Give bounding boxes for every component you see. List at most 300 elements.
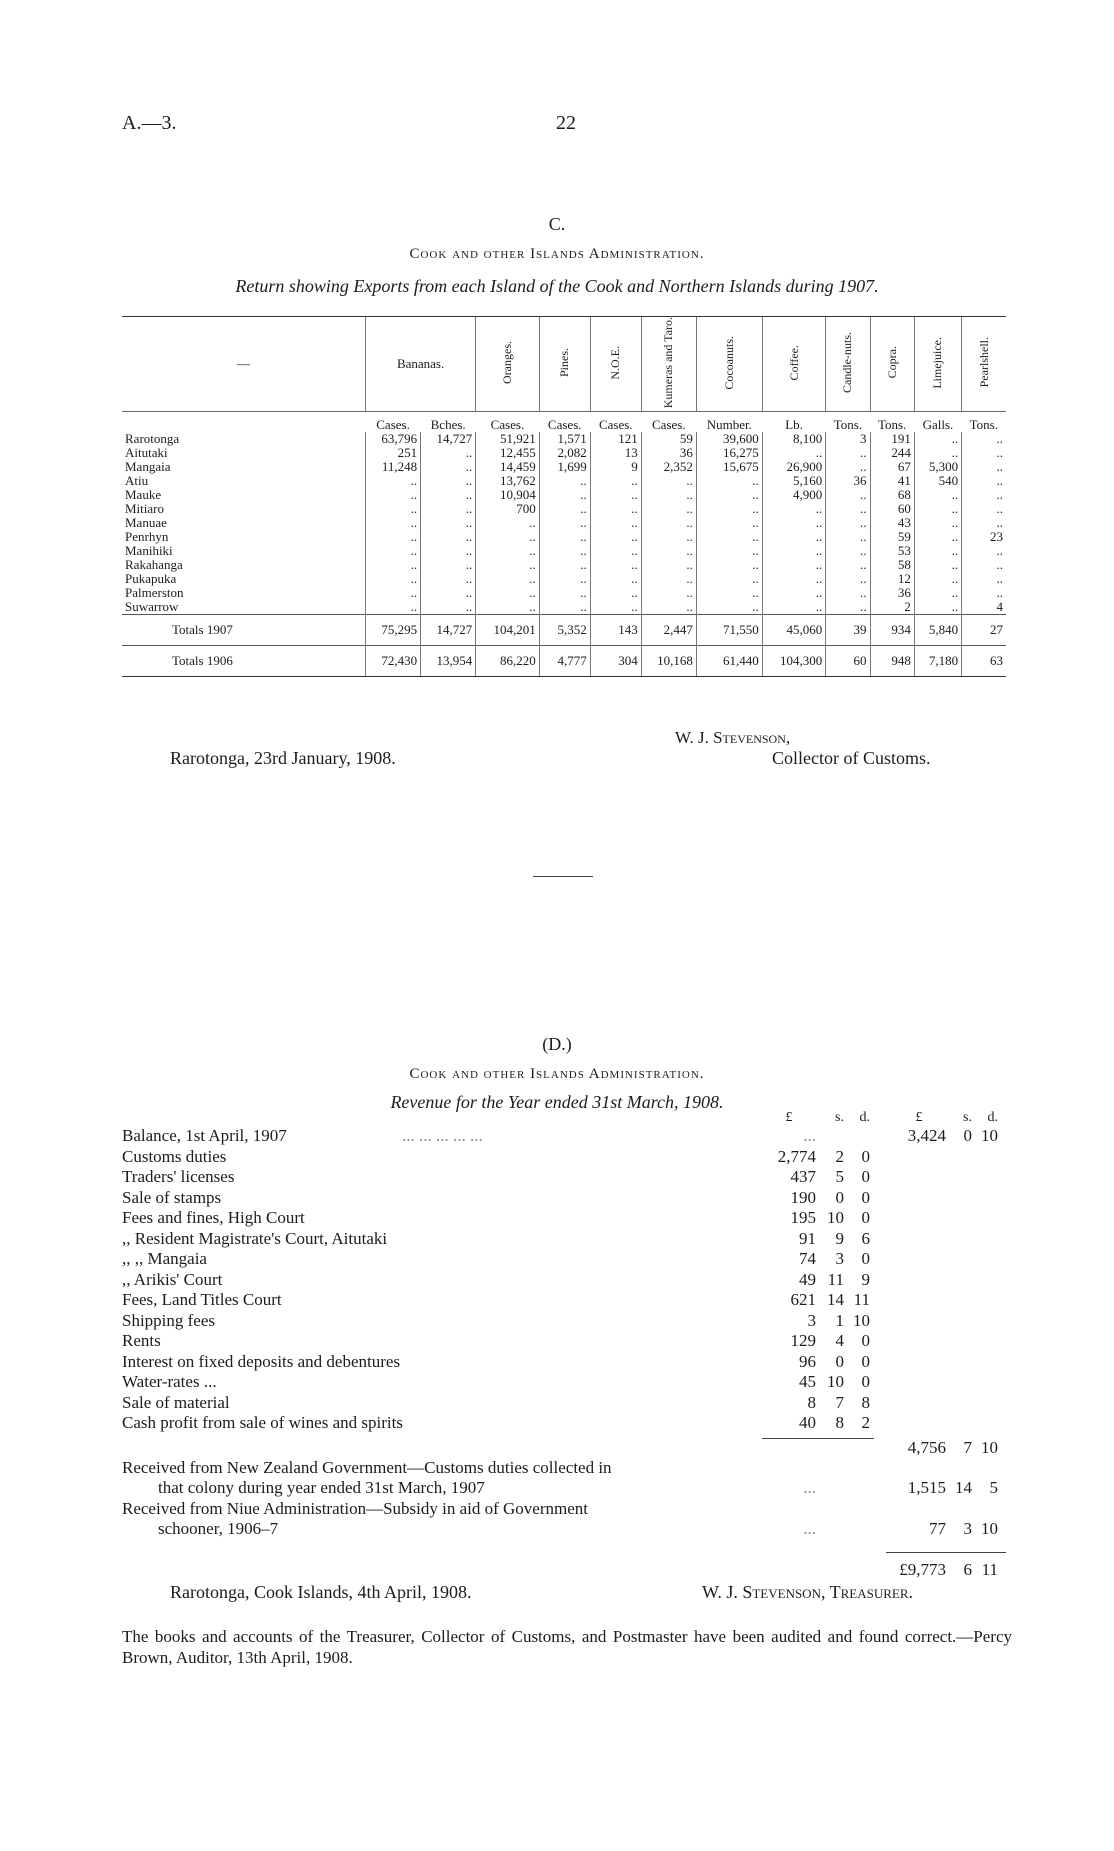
revenue-item-row <box>122 1311 1012 1332</box>
export-value-cell: .. <box>696 572 762 586</box>
export-value-cell: 4 <box>962 600 1006 615</box>
revenue-total-row <box>122 1540 1012 1582</box>
niue-line-2 <box>122 1519 1012 1540</box>
export-value-cell: .. <box>539 530 590 544</box>
revenue-item-pounds: 8 <box>807 1392 816 1412</box>
niue-label-1: Received from Niue Administration—Subsidy in aid of Government <box>122 1498 589 1518</box>
export-value-cell: .. <box>762 502 825 516</box>
totals-value-cell: 5,352 <box>539 615 590 646</box>
export-value-cell: .. <box>762 446 825 460</box>
col-shillings-2: s. <box>963 1110 972 1125</box>
export-value-cell: 4,900 <box>762 488 825 502</box>
niue-line-1 <box>122 1499 1012 1520</box>
subtotal-pence: 10 <box>981 1437 998 1457</box>
export-value-cell: .. <box>962 432 1006 446</box>
balance-label: Balance, 1st April, 1907 <box>122 1126 287 1145</box>
col-shillings-1: s. <box>835 1110 844 1125</box>
totals-value-cell: 39 <box>826 615 870 646</box>
export-value-cell: 10,904 <box>476 488 539 502</box>
island-name: Mauke <box>125 487 162 503</box>
revenue-statement <box>122 1110 1012 1582</box>
col-header-pines: Pines. <box>539 317 590 412</box>
export-value-cell: .. <box>914 558 961 572</box>
export-value-cell: .. <box>914 600 961 615</box>
revenue-item-label: Fees, Land Titles Court <box>122 1290 282 1309</box>
export-value-cell: 58 <box>870 558 914 572</box>
island-row <box>122 516 1006 530</box>
export-value-cell: .. <box>539 474 590 488</box>
export-value-cell: .. <box>590 502 641 516</box>
revenue-item-label: Shipping fees <box>122 1310 216 1330</box>
col-header-pearlshell: Pearlshell. <box>962 317 1006 412</box>
export-value-cell: .. <box>366 474 421 488</box>
totals-row <box>122 646 1006 677</box>
export-value-cell: 59 <box>641 432 696 446</box>
total-pounds: £9,773 <box>899 1559 946 1579</box>
island-row <box>122 488 1006 502</box>
section-d-letter: (D.) <box>542 1034 572 1054</box>
section-d-place-date: Rarotonga, Cook Islands, 4th April, 1908. <box>170 1582 472 1602</box>
unit-cell: Cases. <box>376 417 410 433</box>
revenue-item-row <box>122 1147 1012 1168</box>
revenue-item-label: ,, Arikis' Court <box>122 1269 223 1289</box>
export-value-cell: 36 <box>826 474 870 488</box>
island-row <box>122 432 1006 446</box>
section-c-place-date: Rarotonga, 23rd January, 1908. <box>170 748 396 768</box>
totals-label: Totals 1906 <box>122 646 366 677</box>
col-header-kumeras: Kumeras and Taro. <box>641 317 696 412</box>
export-value-cell: 5,160 <box>762 474 825 488</box>
totals-value-cell: 75,295 <box>366 615 421 646</box>
revenue-item-shillings: 14 <box>827 1290 844 1309</box>
export-value-cell: .. <box>539 544 590 558</box>
export-value-cell: 11,248 <box>366 460 421 474</box>
revenue-item-pence: 0 <box>861 1146 870 1166</box>
revenue-item-shillings: 9 <box>835 1228 844 1248</box>
export-value-cell: 13 <box>590 446 641 460</box>
subtotal-pounds: 4,756 <box>907 1437 946 1457</box>
revenue-item-label: Water-rates ... <box>122 1372 217 1391</box>
export-value-cell: .. <box>962 544 1006 558</box>
export-value-cell: .. <box>590 586 641 600</box>
export-value-cell: .. <box>641 488 696 502</box>
totals-value-cell: 143 <box>590 615 641 646</box>
export-value-cell: .. <box>476 516 539 530</box>
export-value-cell: .. <box>539 502 590 516</box>
island-row <box>122 530 1006 544</box>
nz-label-2: that colony during year ended 31st March, 1907 <box>158 1478 485 1497</box>
revenue-item-pence: 8 <box>861 1392 870 1412</box>
totals-value-cell: 2,447 <box>641 615 696 646</box>
revenue-item-pounds: 129 <box>790 1331 816 1350</box>
revenue-item-pounds: 45 <box>799 1372 816 1391</box>
export-value-cell: .. <box>826 488 870 502</box>
exports-table <box>122 316 1006 677</box>
export-value-cell: .. <box>366 488 421 502</box>
export-value-cell: .. <box>421 530 476 544</box>
export-value-cell: .. <box>696 544 762 558</box>
total-shillings: 6 <box>963 1559 972 1579</box>
export-value-cell: .. <box>962 474 1006 488</box>
export-value-cell: .. <box>421 516 476 530</box>
export-value-cell: 51,921 <box>476 432 539 446</box>
revenue-item-row <box>122 1270 1012 1291</box>
revenue-item-label: Fees and fines, High Court <box>122 1208 305 1227</box>
export-value-cell: .. <box>696 474 762 488</box>
export-value-cell: .. <box>539 516 590 530</box>
revenue-item-pounds: 74 <box>799 1249 816 1268</box>
revenue-item-pence: 10 <box>853 1310 870 1330</box>
export-value-cell: .. <box>641 558 696 572</box>
revenue-item-row <box>122 1331 1012 1352</box>
revenue-item-shillings: 0 <box>835 1187 844 1207</box>
export-value-cell: .. <box>590 516 641 530</box>
export-value-cell: .. <box>366 544 421 558</box>
export-value-cell: .. <box>539 488 590 502</box>
export-value-cell: .. <box>590 544 641 558</box>
revenue-item-row <box>122 1372 1012 1393</box>
nz-shillings: 14 <box>955 1478 972 1497</box>
section-c-subtitle: Return showing Exports from each Island of the Cook and Northern Islands during 1907. <box>235 276 879 296</box>
revenue-balance-row <box>122 1126 1012 1147</box>
revenue-item-label: Sale of stamps <box>122 1187 222 1207</box>
export-value-cell: 36 <box>870 586 914 600</box>
island-name: Rarotonga <box>125 431 180 447</box>
export-value-cell: .. <box>962 572 1006 586</box>
export-value-cell: 53 <box>870 544 914 558</box>
export-value-cell: .. <box>914 516 961 530</box>
revenue-item-row <box>122 1208 1012 1229</box>
export-value-cell: 39,600 <box>696 432 762 446</box>
page-reference: A.—3. <box>122 112 177 134</box>
section-d-signatory: W. J. Stevenson, Treasurer. <box>702 1582 914 1602</box>
revenue-items <box>122 1147 1012 1434</box>
revenue-item-row <box>122 1229 1012 1250</box>
export-value-cell: .. <box>590 488 641 502</box>
totals-value-cell: 948 <box>870 646 914 677</box>
export-value-cell: .. <box>762 586 825 600</box>
export-value-cell: 67 <box>870 460 914 474</box>
export-value-cell: .. <box>366 572 421 586</box>
export-value-cell: .. <box>421 558 476 572</box>
export-value-cell: .. <box>762 572 825 586</box>
export-value-cell: .. <box>590 572 641 586</box>
export-value-cell: .. <box>762 544 825 558</box>
totals-value-cell: 13,954 <box>421 646 476 677</box>
revenue-item-shillings: 4 <box>835 1331 844 1350</box>
export-value-cell: .. <box>826 460 870 474</box>
export-value-cell: 23 <box>962 530 1006 544</box>
export-value-cell: 3 <box>826 432 870 446</box>
export-value-cell: .. <box>826 544 870 558</box>
export-value-cell: .. <box>590 474 641 488</box>
unit-cell: Cases. <box>547 417 582 433</box>
totals-label: Totals 1907 <box>122 615 366 646</box>
revenue-item-pence: 6 <box>861 1228 870 1248</box>
export-value-cell: .. <box>641 474 696 488</box>
nz-pounds: 1,515 <box>907 1478 946 1497</box>
revenue-item-label: Cash profit from sale of wines and spirits <box>122 1413 403 1432</box>
totals-value-cell: 72,430 <box>366 646 421 677</box>
unit-cell: Tons. <box>969 417 998 433</box>
export-value-cell: 36 <box>641 446 696 460</box>
revenue-item-pounds: 3 <box>807 1310 816 1330</box>
unit-cell: Bches. <box>430 417 466 433</box>
export-value-cell: .. <box>962 446 1006 460</box>
revenue-item-pounds: 49 <box>799 1269 816 1289</box>
export-value-cell: 9 <box>590 460 641 474</box>
nz-label-1: Received from New Zealand Government—Customs duties collected in <box>122 1457 612 1477</box>
export-value-cell: .. <box>641 544 696 558</box>
niue-mid-dots: ... <box>803 1519 816 1538</box>
export-value-cell: .. <box>914 446 961 460</box>
export-value-cell: .. <box>421 460 476 474</box>
niue-pounds: 77 <box>929 1519 946 1538</box>
unit-cell: Cases. <box>598 417 633 433</box>
revenue-item-row <box>122 1352 1012 1373</box>
nz-line-2 <box>122 1478 1012 1499</box>
totals-value-cell: 5,840 <box>914 615 961 646</box>
revenue-item-label: Customs duties <box>122 1146 227 1166</box>
totals-value-cell: 60 <box>826 646 870 677</box>
export-value-cell: .. <box>696 558 762 572</box>
totals-row <box>122 615 1006 646</box>
export-value-cell: .. <box>421 600 476 615</box>
units-blank <box>122 412 366 433</box>
export-value-cell: .. <box>366 558 421 572</box>
island-name: Pukapuka <box>125 571 177 587</box>
revenue-item-shillings: 10 <box>827 1372 844 1391</box>
island-name: Aitutaki <box>125 445 168 461</box>
revenue-item-pounds: 195 <box>790 1208 816 1227</box>
export-value-cell: .. <box>590 600 641 615</box>
export-value-cell: .. <box>539 600 590 615</box>
col-header-bananas: Bananas. <box>366 317 476 412</box>
export-value-cell: .. <box>641 572 696 586</box>
export-value-cell: .. <box>641 502 696 516</box>
col-header-copra: Copra. <box>870 317 914 412</box>
export-value-cell: .. <box>762 516 825 530</box>
revenue-item-shillings: 3 <box>835 1249 844 1268</box>
unit-cell: Galls. <box>922 417 954 433</box>
island-row <box>122 474 1006 488</box>
export-value-cell: .. <box>826 516 870 530</box>
revenue-item-shillings: 8 <box>835 1413 844 1432</box>
section-divider <box>533 876 593 877</box>
island-row <box>122 502 1006 516</box>
export-value-cell: 2,082 <box>539 446 590 460</box>
units-row <box>122 412 1006 433</box>
export-value-cell: 60 <box>870 502 914 516</box>
island-name: Manuae <box>125 515 167 531</box>
island-name: Suwarrow <box>125 599 179 615</box>
export-value-cell: 14,459 <box>476 460 539 474</box>
export-value-cell: .. <box>421 488 476 502</box>
revenue-item-shillings: 2 <box>835 1146 844 1166</box>
export-value-cell: 63,796 <box>366 432 421 446</box>
export-value-cell: .. <box>421 572 476 586</box>
island-name: Manihiki <box>125 543 173 559</box>
export-value-cell: 15,675 <box>696 460 762 474</box>
export-value-cell: .. <box>914 572 961 586</box>
totals-value-cell: 86,220 <box>476 646 539 677</box>
totals-value-cell: 304 <box>590 646 641 677</box>
revenue-item-shillings: 11 <box>827 1269 844 1289</box>
section-c-letter: C. <box>548 214 566 234</box>
totals-value-cell: 104,201 <box>476 615 539 646</box>
export-value-cell: .. <box>476 544 539 558</box>
col-header-cocoanuts: Cocoanuts. <box>696 317 762 412</box>
export-value-cell: .. <box>914 530 961 544</box>
section-c-signatory-title: Collector of Customs. <box>772 748 931 768</box>
island-row <box>122 446 1006 460</box>
island-name: Penrhyn <box>125 529 169 545</box>
export-value-cell: .. <box>914 586 961 600</box>
unit-cell: Number. <box>706 417 752 433</box>
export-value-cell: .. <box>696 502 762 516</box>
totals-value-cell: 4,777 <box>539 646 590 677</box>
revenue-item-row <box>122 1413 1012 1434</box>
island-row <box>122 572 1006 586</box>
export-value-cell: .. <box>590 558 641 572</box>
revenue-item-pounds: 96 <box>799 1351 816 1371</box>
export-value-cell: .. <box>826 446 870 460</box>
export-value-cell: .. <box>476 572 539 586</box>
export-value-cell: 244 <box>870 446 914 460</box>
col-pence-2: d. <box>987 1110 998 1125</box>
export-value-cell: 68 <box>870 488 914 502</box>
export-value-cell: .. <box>476 600 539 615</box>
revenue-item-row <box>122 1393 1012 1414</box>
export-value-cell: .. <box>366 530 421 544</box>
export-value-cell: .. <box>641 516 696 530</box>
subtotal-rule <box>762 1438 874 1439</box>
revenue-item-pence: 0 <box>861 1249 870 1268</box>
export-value-cell: 1,571 <box>539 432 590 446</box>
unit-cell: Tons. <box>833 417 863 433</box>
export-value-cell: .. <box>421 446 476 460</box>
totals-value-cell: 71,550 <box>696 615 762 646</box>
export-value-cell: .. <box>641 586 696 600</box>
totals-value-cell: 10,168 <box>641 646 696 677</box>
export-value-cell: .. <box>696 530 762 544</box>
col-header-oranges: Oranges. <box>476 317 539 412</box>
export-value-cell: .. <box>962 586 1006 600</box>
revenue-subtotal-row <box>122 1434 1012 1458</box>
revenue-item-pence: 0 <box>861 1351 870 1371</box>
revenue-item-pence: 11 <box>853 1290 870 1309</box>
export-value-cell: 12 <box>870 572 914 586</box>
revenue-item-row <box>122 1188 1012 1209</box>
island-row <box>122 460 1006 474</box>
revenue-item-pence: 0 <box>861 1372 870 1391</box>
export-value-cell: 700 <box>476 502 539 516</box>
export-value-cell: 14,727 <box>421 432 476 446</box>
export-value-cell: .. <box>826 558 870 572</box>
total-rule <box>886 1552 1006 1553</box>
export-value-cell: .. <box>914 432 961 446</box>
export-value-cell: .. <box>476 530 539 544</box>
export-value-cell: 251 <box>366 446 421 460</box>
totals-value-cell: 61,440 <box>696 646 762 677</box>
export-value-cell: .. <box>539 572 590 586</box>
audit-note: The books and accounts of the Treasurer, Collector of Customs, and Postmaster have been audited and found correct.—Percy Brown, Auditor, 13th April, 1908. <box>122 1627 1012 1667</box>
unit-cell: Lb. <box>785 417 803 433</box>
revenue-item-pounds: 40 <box>799 1413 816 1432</box>
island-row <box>122 558 1006 572</box>
revenue-item-label: ,, Resident Magistrate's Court, Aitutaki <box>122 1228 388 1248</box>
revenue-item-pounds: 2,774 <box>777 1146 816 1166</box>
totals-value-cell: 14,727 <box>421 615 476 646</box>
island-row <box>122 600 1006 615</box>
export-value-cell: 41 <box>870 474 914 488</box>
revenue-item-label: ,, ,, Mangaia <box>122 1249 207 1268</box>
revenue-item-pence: 0 <box>861 1208 870 1227</box>
export-value-cell: .. <box>962 460 1006 474</box>
col-header-coffee: Coffee. <box>762 317 825 412</box>
section-d-subtitle: Revenue for the Year ended 31st March, 1908. <box>390 1092 724 1112</box>
export-value-cell: 26,900 <box>762 460 825 474</box>
unit-cell: Tons. <box>878 417 907 433</box>
col-pounds-2: £ <box>915 1110 923 1125</box>
island-row <box>122 586 1006 600</box>
export-value-cell: .. <box>962 516 1006 530</box>
revenue-item-pence: 9 <box>861 1269 870 1289</box>
balance-shillings: 0 <box>963 1126 972 1145</box>
export-value-cell: .. <box>914 488 961 502</box>
export-value-cell: 59 <box>870 530 914 544</box>
niue-label-2: schooner, 1906–7 <box>158 1519 279 1538</box>
col-header-candlenuts: Candle-nuts. <box>826 317 870 412</box>
export-value-cell: 13,762 <box>476 474 539 488</box>
export-value-cell: .. <box>696 488 762 502</box>
export-value-cell: .. <box>421 544 476 558</box>
section-c-signatory: W. J. Stevenson, <box>675 728 791 747</box>
revenue-item-row <box>122 1249 1012 1270</box>
export-value-cell: .. <box>914 502 961 516</box>
export-value-cell: 43 <box>870 516 914 530</box>
revenue-item-pounds: 91 <box>799 1228 816 1248</box>
col-header-limejuice: Limejuice. <box>914 317 961 412</box>
unit-cell: Cases. <box>490 417 525 433</box>
totals-value-cell: 7,180 <box>914 646 961 677</box>
col-header-noe: N.O.E. <box>590 317 641 412</box>
export-value-cell: .. <box>962 488 1006 502</box>
export-value-cell: .. <box>539 558 590 572</box>
export-value-cell: 16,275 <box>696 446 762 460</box>
totals-value-cell: 934 <box>870 615 914 646</box>
revenue-item-pounds: 190 <box>790 1187 816 1207</box>
export-value-cell: 1,699 <box>539 460 590 474</box>
unit-cell: Cases. <box>652 417 686 433</box>
col-header-island: — <box>122 317 366 412</box>
revenue-item-shillings: 1 <box>835 1310 844 1330</box>
revenue-item-row <box>122 1167 1012 1188</box>
island-name: Palmerston <box>125 585 184 601</box>
export-value-cell: 2,352 <box>641 460 696 474</box>
export-value-cell: .. <box>366 502 421 516</box>
revenue-item-shillings: 10 <box>827 1208 844 1227</box>
revenue-item-shillings: 0 <box>835 1351 844 1371</box>
export-value-cell: .. <box>826 600 870 615</box>
balance-leader-dots: ... ... ... ... ... <box>402 1126 483 1145</box>
export-value-cell: .. <box>366 516 421 530</box>
export-value-cell: .. <box>641 600 696 615</box>
island-name: Mitiaro <box>125 501 164 517</box>
export-value-cell: 2 <box>870 600 914 615</box>
export-value-cell: 540 <box>914 474 961 488</box>
page-number: 22 <box>556 112 576 134</box>
